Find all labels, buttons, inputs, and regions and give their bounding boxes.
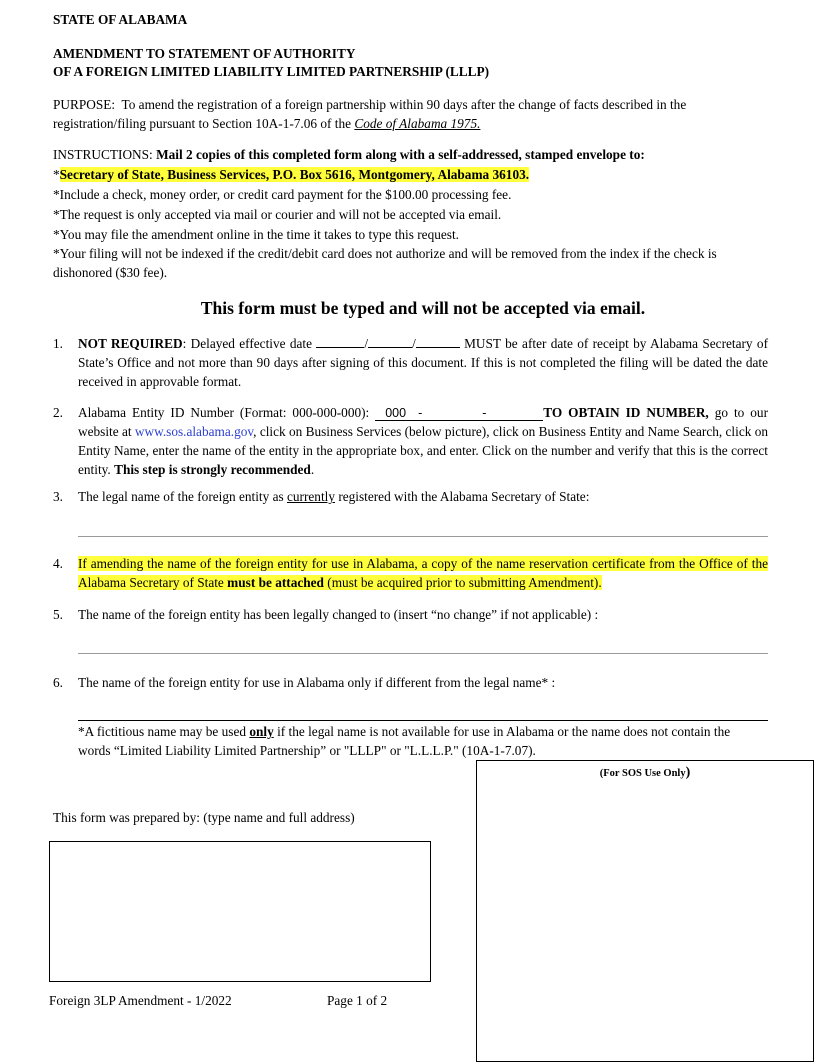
purpose-text: To amend the registration of a foreign partnership within 90 days after the change of facts described in the registration/filing pursuant to Section 10A-1-7.06 of the (53, 97, 687, 131)
date-year-field[interactable] (416, 335, 460, 348)
footnote-only: only (249, 724, 274, 739)
item-number: 6. (53, 675, 63, 690)
page-number: Page 1 of 2 (327, 993, 388, 1008)
instructions-line (53, 146, 773, 165)
instruction-card: *Your filing will not be indexed if the credit/debit card does not authorize and will be removed from the index if the check is dishonored ($30 fee). (53, 246, 717, 281)
form-title-line1: AMENDMENT TO STATEMENT OF AUTHORITY (53, 46, 356, 61)
item-2-text (78, 404, 768, 480)
entity-id-prefix: 000 (385, 406, 407, 420)
legal-name-input-line[interactable] (78, 536, 768, 537)
mailing-address: Secretary of State, Business Services, P.O. Box 5616, Montgomery, Alabama 36103. (59, 166, 530, 182)
fictitious-name-footnote (78, 723, 758, 761)
sos-use-box (476, 760, 814, 1062)
sos-use-label-paren: ) (685, 765, 691, 780)
date-month-field[interactable] (316, 335, 364, 348)
item-number: 2. (53, 405, 63, 420)
date-day-field[interactable] (368, 335, 412, 348)
instructions-mail: Mail 2 copies of this completed form along with a self-addressed, stamped envelope to: (156, 147, 645, 162)
code-of-alabama: Code of Alabama 1975. (354, 115, 481, 131)
obtain-id-label: TO OBTAIN ID NUMBER, (543, 405, 709, 420)
item-3-text (78, 488, 768, 507)
sos-website-link[interactable]: www.sos.alabama.gov (134, 423, 254, 439)
state-heading: STATE OF ALABAMA (53, 12, 188, 27)
item-1-rest: MUST be after date of receipt by Alabama Secretary of State’s Office and not more than 90 days after signing of this document. If this is not completed the filing will be dated the date received in approvable format. (78, 336, 768, 389)
footnote-pre: *A fictitious name may be used (78, 724, 247, 739)
legal-name-rest: registered with the Alabama Secretary of State: (338, 489, 590, 504)
entity-id-dash: - (482, 406, 487, 420)
item-number: 1. (53, 336, 63, 351)
item-2-rest: , click on Business Services (below picture), click on Business Entity and Name Search, click on Entity Name, enter the name of the entity in the appropriate box, and enter. Click on the number and verify that this is the correct entity. (78, 423, 768, 477)
item-number: 5. (53, 607, 63, 622)
item-2-period: . (310, 461, 315, 477)
item-6-text: The name of the foreign entity for use in Alabama only if different from the legal name* : (78, 675, 556, 690)
mailing-address-line (53, 166, 773, 185)
form-version: Foreign 3LP Amendment - 1/2022 (49, 993, 232, 1008)
name-reservation-text: If amending the name of the foreign entity for use in Alabama, a copy of the name reservation certificate from the Office of the Alabama Secretary of State (78, 556, 768, 590)
item-1-text (78, 335, 768, 392)
changed-name-input-line[interactable] (78, 653, 768, 654)
instruction-online: *You may file the amendment online in the time it takes to type this request. (53, 226, 459, 242)
delayed-date-text: : Delayed effective date (182, 336, 313, 351)
item-number: 3. (53, 489, 63, 504)
sos-use-label-text: (For SOS Use Only (599, 768, 686, 779)
item-5-text: The name of the foreign entity has been legally changed to (insert “no change” if not applicable) : (78, 607, 599, 622)
item-4-text (78, 555, 768, 593)
sos-use-label (477, 763, 813, 783)
address-star: * (53, 166, 60, 182)
entity-id-label: Alabama Entity ID Number (Format: 000-000-000): (78, 405, 370, 420)
must-be-attached: must be attached (227, 574, 324, 590)
website-text: go to our website at (78, 405, 769, 439)
prior-to-submitting: (must be acquired prior to submitting Amendment). (327, 574, 602, 590)
typed-notice: This form must be typed and will not be accepted via email. (200, 298, 646, 318)
currently-text: currently (286, 489, 335, 504)
purpose-label: PURPOSE: (53, 97, 116, 112)
instruction-mail-only: *The request is only accepted via mail or courier and will not be accepted via email. (53, 206, 502, 222)
alabama-name-input-line[interactable] (78, 720, 768, 721)
not-required-label: NOT REQUIRED (78, 336, 183, 351)
instructions-label: INSTRUCTIONS: (53, 147, 153, 162)
prepared-by-box[interactable] (49, 841, 431, 982)
entity-id-field[interactable] (375, 407, 543, 421)
date-slash: / (412, 336, 416, 351)
instructions-block (53, 146, 773, 283)
form-title-line2: OF A FOREIGN LIMITED LIABILITY LIMITED PARTNERSHIP (LLLP) (53, 64, 490, 79)
strongly-recommended: This step is strongly recommended (114, 461, 311, 477)
item-number: 4. (53, 556, 63, 571)
date-slash: / (364, 336, 369, 351)
purpose-paragraph (53, 96, 771, 134)
prepared-by-label: This form was prepared by: (type name and full address) (53, 810, 355, 825)
instruction-fee: *Include a check, money order, or credit card payment for the $100.00 processing fee. (53, 186, 512, 202)
entity-id-dash: - (418, 406, 423, 420)
footnote-post: if the legal name is not available for use in Alabama or the name does not contain the words “Limited Liability Limited Partnership” or "LLLP" or "L.L.L.P." (10A-1-7.07). (78, 724, 731, 758)
legal-name-label: The legal name of the foreign entity as (78, 489, 284, 504)
